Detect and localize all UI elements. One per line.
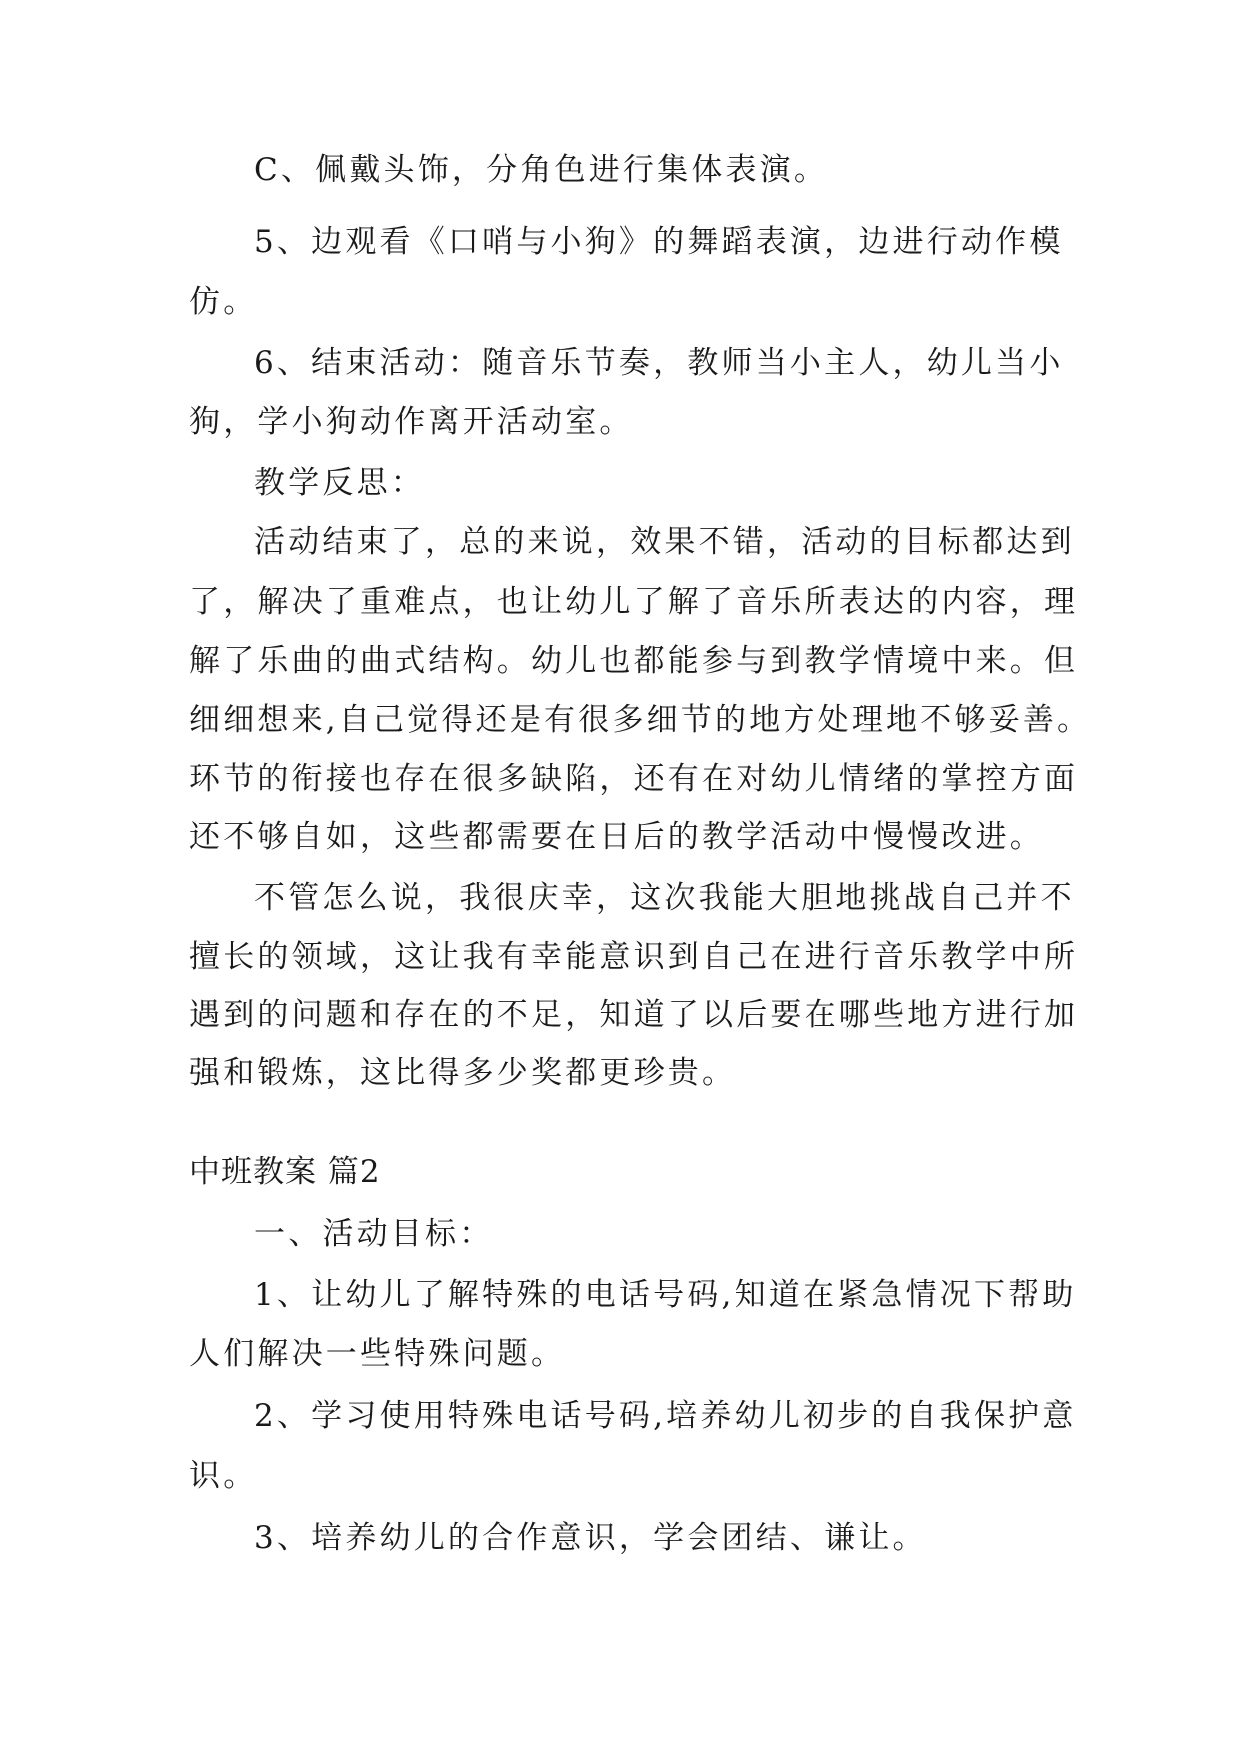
section-heading: 中班教案 篇2 bbox=[189, 1154, 381, 1190]
text-line: 2、学习使用特殊电话号码,培养幼儿初步的自我保护意 bbox=[254, 1398, 1077, 1434]
text-line: 不管怎么说，我很庆幸，这次我能大胆地挑战自己并不 bbox=[254, 880, 1075, 916]
text-line: 解了乐曲的曲式结构。幼儿也都能参与到教学情境中来。但 bbox=[189, 643, 1079, 679]
text-line: 环节的衔接也存在很多缺陷，还有在对幼儿情绪的掌控方面 bbox=[189, 761, 1079, 797]
text-line: 仿。 bbox=[189, 284, 258, 320]
text-line: 还不够自如，这些都需要在日后的教学活动中慢慢改进。 bbox=[189, 819, 1044, 855]
text-line: 狗，学小狗动作离开活动室。 bbox=[189, 404, 634, 440]
section-label: 教学反思： bbox=[254, 465, 425, 501]
subsection-label: 一、活动目标： bbox=[254, 1216, 494, 1252]
text-line: 6、结束活动：随音乐节奏，教师当小主人，幼儿当小 bbox=[254, 345, 1064, 381]
text-line: 细细想来,自己觉得还是有很多细节的地方处理地不够妥善。 bbox=[189, 702, 1092, 738]
text-line: 擅长的领域，这让我有幸能意识到自己在进行音乐教学中所 bbox=[189, 939, 1079, 975]
text-line: 3、培养幼儿的合作意识，学会团结、谦让。 bbox=[254, 1520, 927, 1556]
text-line: 遇到的问题和存在的不足，知道了以后要在哪些地方进行加 bbox=[189, 997, 1079, 1033]
text-line: 1、让幼儿了解特殊的电话号码,知道在紧急情况下帮助 bbox=[254, 1277, 1077, 1313]
text-line: 识。 bbox=[189, 1458, 258, 1494]
text-line: 强和锻炼，这比得多少奖都更珍贵。 bbox=[189, 1055, 737, 1091]
text-line: 5、边观看《口哨与小狗》的舞蹈表演，边进行动作模 bbox=[254, 224, 1064, 260]
text-line: 活动结束了，总的来说，效果不错，活动的目标都达到 bbox=[254, 524, 1075, 560]
text-line: 人们解决一些特殊问题。 bbox=[189, 1336, 566, 1372]
text-line: 了，解决了重难点，也让幼儿了解了音乐所表达的内容，理 bbox=[189, 584, 1079, 620]
text-line: C、佩戴头饰，分角色进行集体表演。 bbox=[254, 152, 829, 188]
